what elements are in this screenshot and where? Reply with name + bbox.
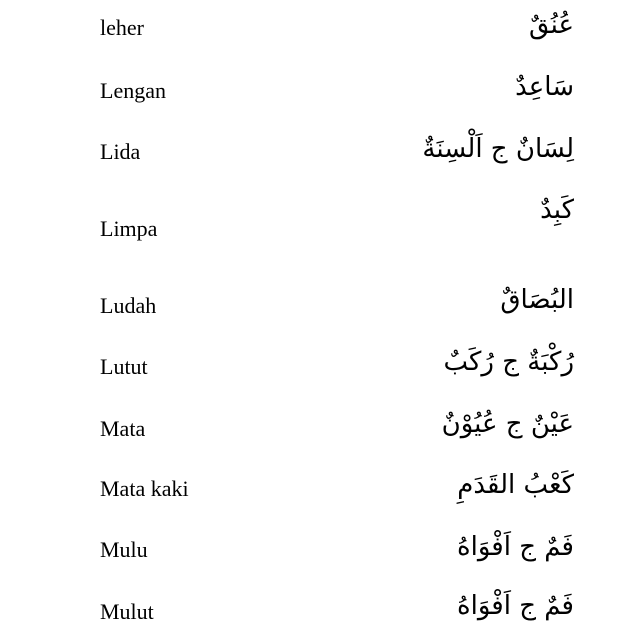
arabic-word: فَمٌ ج اَفْوَاهُ xyxy=(457,532,574,562)
indonesian-word: Mata kaki xyxy=(100,476,189,501)
indonesian-word: Lutut xyxy=(100,354,148,379)
indonesian-word: leher xyxy=(100,15,144,40)
arabic-word: كَبِدٌ xyxy=(540,195,574,225)
arabic-word: فَمٌ ج اَفْوَاهُ xyxy=(457,591,574,621)
indonesian-word: Mata xyxy=(100,416,146,441)
indonesian-word: Lida xyxy=(100,139,141,164)
indonesian-word: Mulu xyxy=(100,537,148,562)
arabic-word: عُنُقٌ xyxy=(528,10,574,40)
arabic-word: لِسَانٌ ج اَلْسِنَةٌ xyxy=(422,134,574,164)
indonesian-word: Limpa xyxy=(100,216,158,241)
arabic-word: عَيْنٌ ج عُيُوْنٌ xyxy=(441,409,574,439)
indonesian-word: Mulut xyxy=(100,599,154,624)
indonesian-word: Ludah xyxy=(100,293,157,318)
arabic-word: سَاعِدٌ xyxy=(515,72,574,102)
arabic-word: كَعْبُ القَدَمِ xyxy=(457,470,574,500)
arabic-word: رُكْبَةٌ ج رُكَبٌ xyxy=(443,347,574,377)
indonesian-word: Lengan xyxy=(100,78,166,103)
arabic-word: البُصَاقٌ xyxy=(500,285,574,315)
